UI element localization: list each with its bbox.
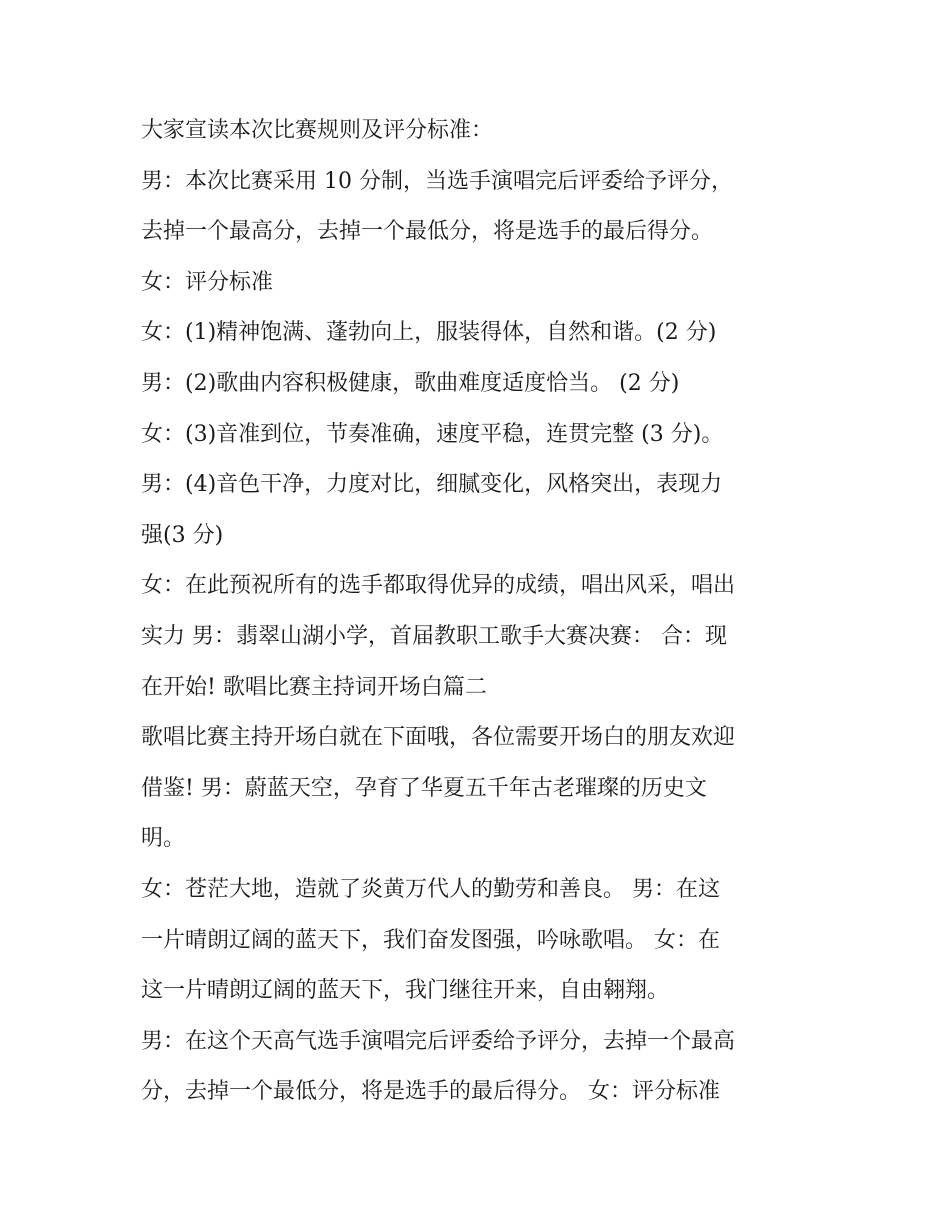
- text-line: 一片晴朗辽阔的蓝天下，我们奋发图强，吟咏歌唱。 女：在: [141, 927, 720, 953]
- document-body: [141, 106, 831, 1118]
- text-line: 男：(4)音色干净，力度对比，细腻变化，风格突出，表现力: [141, 472, 723, 498]
- text-line: 实力 男：翡翠山湖小学，首届教职工歌手大赛决赛： 合：现: [141, 623, 727, 649]
- text-line: 女：(3)音准到位，节奏准确，速度平稳，连贯完整 (3 分)。: [141, 421, 724, 447]
- text-line: 歌唱比赛主持开场白就在下面哦，各位需要开场白的朋友欢迎: [141, 725, 736, 751]
- text-line: 男：在这个天高气选手演唱完后评委给予评分，去掉一个最高: [141, 1028, 736, 1054]
- text-line: 女：苍茫大地，造就了炎黄万代人的勤劳和善良。 男：在这: [141, 876, 720, 902]
- text-line: 分，去掉一个最低分，将是选手的最后得分。 女：评分标准: [141, 1079, 720, 1105]
- text-line: 男：本次比赛采用 10 分制，当选手演唱完后评委给予评分，: [141, 168, 733, 194]
- text-line: 在开始! 歌唱比赛主持词开场白篇二: [141, 674, 487, 700]
- text-line: 女：评分标准: [141, 269, 274, 295]
- text-line: 去掉一个最高分，去掉一个最低分，将是选手的最后得分。: [141, 219, 714, 245]
- text-line: 男：(2)歌曲内容积极健康，歌曲难度适度恰当。 (2 分): [141, 370, 680, 396]
- text-line: 借鉴! 男：蔚蓝天空，孕育了华夏五千年古老璀璨的历史文: [141, 775, 707, 801]
- text-line: 强(3 分): [141, 522, 224, 548]
- text-line: 大家宣读本次比赛规则及评分标准：: [141, 118, 494, 143]
- text-line: 明。: [141, 826, 186, 852]
- text-line: 这一片晴朗辽阔的蓝天下，我门继往开来，自由翱翔。: [141, 978, 670, 1004]
- text-line: 女：(1)精神饱满、蓬勃向上，服装得体，自然和谐。(2 分): [141, 320, 717, 346]
- text-line: 女：在此预祝所有的选手都取得优异的成绩，唱出风采，唱出: [141, 573, 736, 599]
